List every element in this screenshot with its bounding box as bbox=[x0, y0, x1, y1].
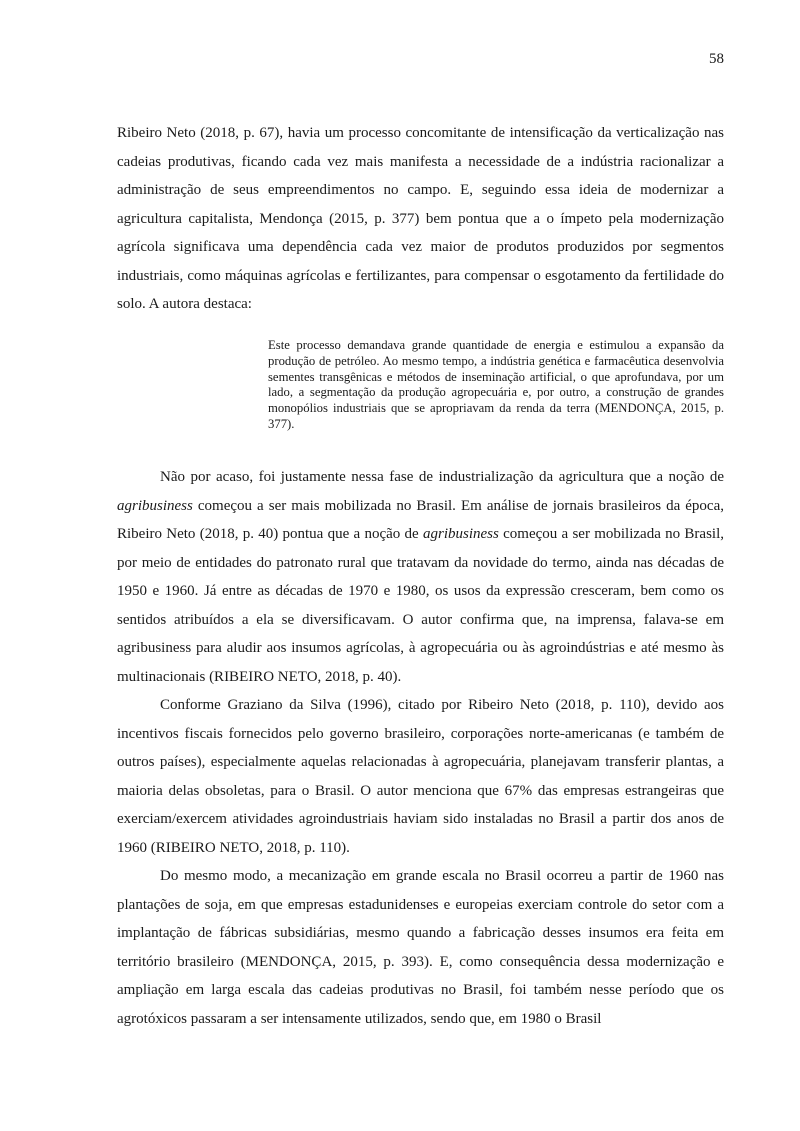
term-agribusiness: agribusiness bbox=[117, 497, 193, 514]
block-quote: Este processo demandava grande quantidade de energia e estimulou a expansão da produção de petróleo. Ao mesmo tempo, a indústria genética e farmacêutica desenvolvia sementes transgênicas e métodos de inseminação artificial, o que aprofundava, por um lado, a segmentação da produção agropecuária e, por outro, a construção de grandes monopólios industriais que se apropriavam da renda da terra (MENDONÇA, 2015, p. 377). bbox=[268, 338, 724, 431]
paragraph-2-text-c: começou a ser mobilizada no Brasil, por meio de entidades do patronato rural que tratavam da novidade do termo, ainda nas décadas de 1950 e 1960. Já entre as décadas de 1970 e 1980, os usos da expressão cresceram, bem como os sentidos atribuídos a ela se diversificavam. O autor confirma que, na imprensa, falava-se em agribusiness para aludir aos insumos agrícolas, à agropecuária ou às agroindústrias e até mesmo às multinacionais (RIBEIRO NETO, 2018, p. 40). bbox=[117, 526, 724, 685]
paragraph-2-text-b: começou a ser mais mobilizada no Brasil. Em análise de jornais brasileiros da época, Ribeiro Neto (2018, p. 40) pontua que a noção de bbox=[117, 497, 724, 542]
paragraph-3: Conforme Graziano da Silva (1996), citado por Ribeiro Neto (2018, p. 110), devido aos incentivos fiscais fornecidos pelo governo brasileiro, corporações norte-americanas (e também de outros países), especialmente aquelas relacionadas à agropecuária, planejavam transferir plantas, a maioria delas obsoletas, para o Brasil. O autor menciona que 67% das empresas estrangeiras que exerciam/exercem atividades agroindustriais haviam sido instaladas no Brasil a partir dos anos de 1960 (RIBEIRO NETO, 2018, p. 110). bbox=[117, 697, 724, 856]
paragraph-2 bbox=[117, 463, 724, 691]
term-agribusiness: agribusiness bbox=[423, 526, 499, 542]
page-number: 58 bbox=[709, 51, 724, 67]
paragraph-1: Ribeiro Neto (2018, p. 67), havia um processo concomitante de intensificação da verticalização nas cadeias produtivas, ficando cada vez mais manifesta a necessidade de a indústria racionalizar a administração de seus empreendimentos no campo. E, seguindo essa ideia de modernizar a agricultura capitalista, Mendonça (2015, p. 377) bem pontua que a o ímpeto pela modernização agrícola significava uma dependência cada vez maior de produtos produzidos por segmentos industriais, como máquinas agrícolas e fertilizantes, para compensar o esgotamento da fertilidade do solo. A autora destaca: bbox=[117, 125, 724, 312]
paragraph-2-text-a: Não por acaso, foi justamente nessa fase de industrialização da agricultura que a noção de bbox=[160, 469, 724, 485]
paragraph-4: Do mesmo modo, a mecanização em grande escala no Brasil ocorreu a partir de 1960 nas plantações de soja, em que empresas estadunidenses e europeias exerciam controle do setor com a implantação de fábricas subsidiárias, mesmo quando a fabricação desses insumos era feita em território brasileiro (MENDONÇA, 2015, p. 393). E, como consequência dessa modernização e ampliação em larga escala das cadeias produtivas no Brasil, foi também nesse período que os agrotóxicos passaram a ser intensamente utilizados, sendo que, em 1980 o Brasil bbox=[117, 868, 724, 1027]
